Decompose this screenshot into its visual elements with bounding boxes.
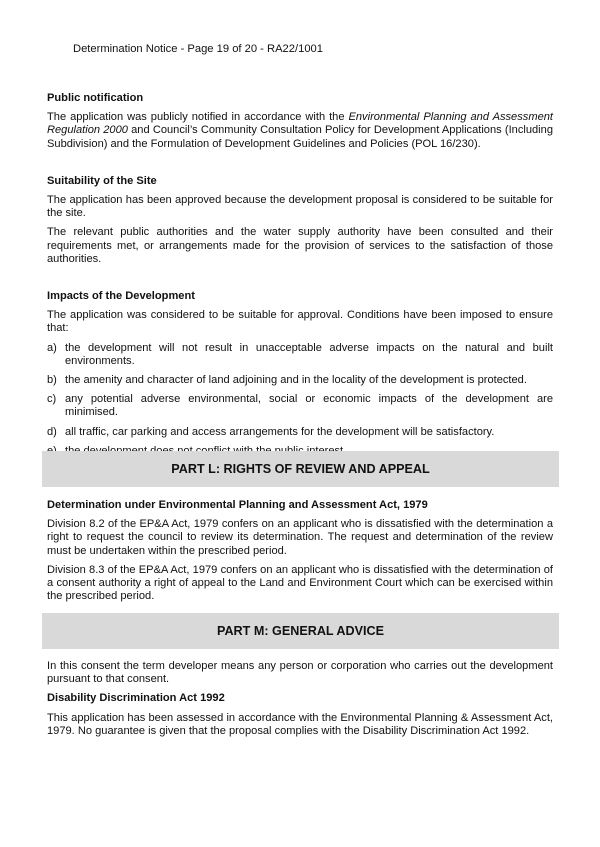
list-marker: b) bbox=[47, 374, 57, 387]
suitability-section bbox=[47, 175, 553, 266]
document-body bbox=[47, 92, 553, 464]
part-m-paragraph-2: This application has been assessed in accordance with the Environmental Planning & Assessment Act, 1979. No guarantee is given that the proposal complies with the Disability Discrimination Act 1992. bbox=[47, 711, 553, 737]
public-notification-heading: Public notification bbox=[47, 92, 144, 104]
list-item bbox=[47, 342, 553, 368]
impacts-section bbox=[47, 290, 553, 458]
impacts-intro: The application was considered to be suitable for approval. Conditions have been imposed to ensure that: bbox=[47, 309, 553, 335]
public-notification-text-b: and Council’s Community Consultation Policy for Development Applications (Including Subdivision) and the Formulation of Development Guidelines and Policies (POL 16/230). bbox=[47, 124, 553, 150]
suitability-paragraph-1: The application has been approved because the development proposal is considered to be suitable for the site. bbox=[47, 194, 553, 220]
impacts-list bbox=[47, 342, 553, 458]
impacts-heading: Impacts of the Development bbox=[47, 290, 195, 303]
list-marker: d) bbox=[47, 425, 57, 438]
list-item-text: the amenity and character of land adjoining and in the locality of the development is protected. bbox=[65, 374, 527, 387]
part-m-section bbox=[47, 660, 553, 744]
part-l-section bbox=[47, 499, 553, 609]
part-m-paragraph-1: In this consent the term developer means any person or corporation who carries out the development pursuant to that consent. bbox=[47, 660, 553, 686]
list-marker: c) bbox=[47, 393, 57, 406]
part-l-paragraph-1: Division 8.2 of the EP&A Act, 1979 confers on an applicant who is dissatisfied with the determination a right to request the council to review its determination. The request and determination of the review must be undertaken within the prescribed period. bbox=[47, 518, 553, 557]
list-item bbox=[47, 393, 553, 419]
list-item bbox=[47, 374, 553, 387]
list-item bbox=[47, 426, 553, 439]
public-notification-text-a: The application was publicly notified in accordance with the bbox=[47, 111, 349, 124]
suitability-heading: Suitability of the Site bbox=[47, 174, 157, 187]
public-notification-text bbox=[47, 111, 553, 151]
list-item-text: any potential adverse environmental, social or economic impacts of the development are minimised. bbox=[65, 393, 553, 419]
part-m-heading: Disability Discrimination Act 1992 bbox=[47, 692, 225, 705]
list-item-text: all traffic, car parking and access arrangements for the development will be satisfactory. bbox=[65, 425, 495, 438]
list-item-text: the development will not result in unacceptable adverse impacts on the natural and built environments. bbox=[65, 341, 553, 367]
public-notification-section bbox=[47, 92, 553, 151]
regulation-name: Environmental Planning and Assessment Regulation 2000 bbox=[47, 111, 553, 137]
page-header: Determination Notice - Page 19 of 20 - RA22/1001 bbox=[73, 43, 323, 55]
part-l-heading: Determination under Environmental Planning and Assessment Act, 1979 bbox=[47, 499, 428, 511]
list-marker: a) bbox=[47, 341, 57, 354]
part-m-banner: PART M: GENERAL ADVICE bbox=[42, 613, 559, 649]
suitability-paragraph-2: The relevant public authorities and the water supply authority have been consulted and their requirements met, or arrangements made for the provision of services to the satisfaction of those authorities. bbox=[47, 226, 553, 265]
part-l-paragraph-2: Division 8.3 of the EP&A Act, 1979 confers on an applicant who is dissatisfied with the determination of a consent authority a right of appeal to the Land and Environment Court which can be exercised within the prescribed period. bbox=[47, 563, 553, 603]
part-l-banner: PART L: RIGHTS OF REVIEW AND APPEAL bbox=[42, 451, 559, 487]
